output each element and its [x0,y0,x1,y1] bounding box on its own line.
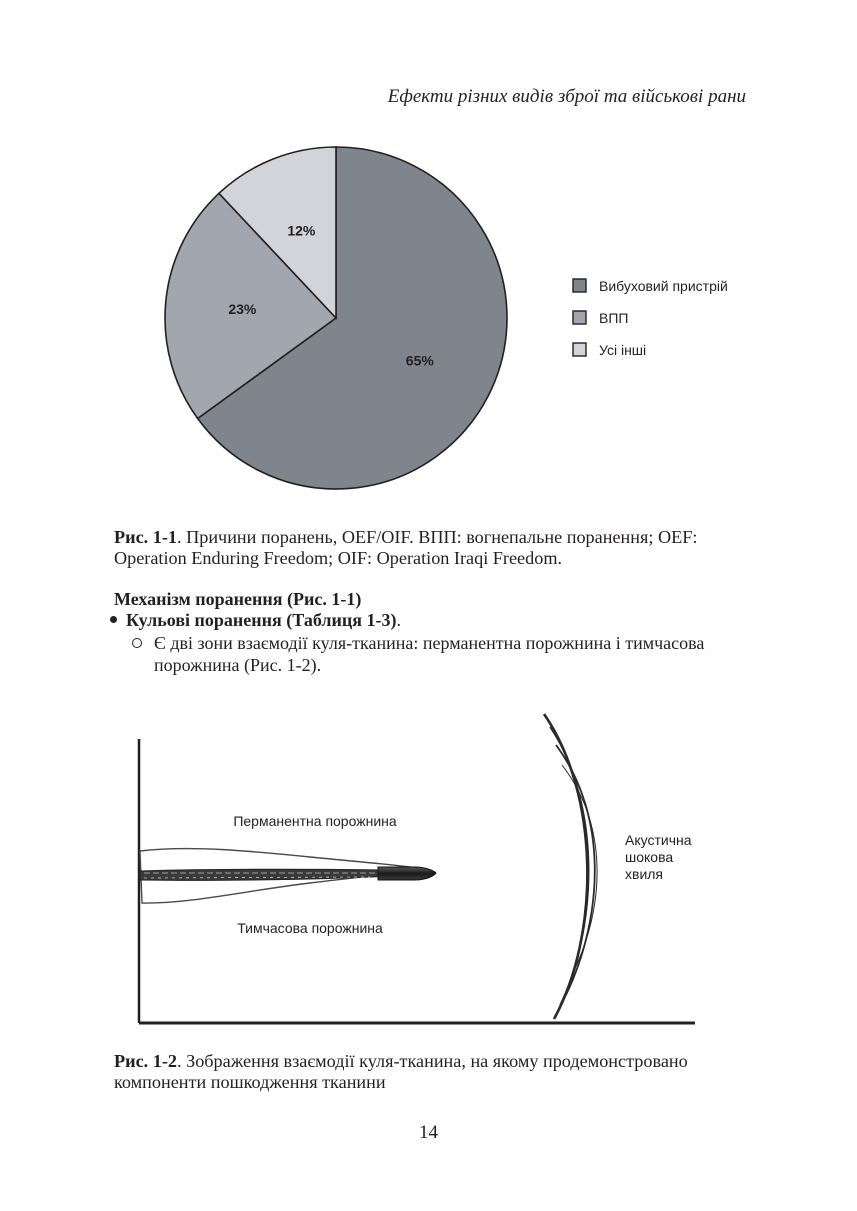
bullet-bold-text: Кульові поранення (Таблиця 1-3) [126,610,397,630]
subbullet-text: Є дві зони взаємодії куля-тканина: перманентна порожнина і тимчасова порожнина (Рис. 1-2). [154,633,705,675]
hollow-circle-icon [132,638,142,648]
permanent-cavity-track [140,869,392,880]
permanent-cavity-label: Перманентна порожнина [233,813,397,829]
shock-wave-label-line-2: шокова [625,849,674,865]
page-number: 14 [419,1122,438,1143]
legend-swatch [573,311,586,324]
pie-slices [165,147,507,489]
legend-swatch [573,279,586,292]
bullet-tail-text: . [396,610,401,630]
bullet-item [110,610,401,631]
subbullet-item [132,632,757,676]
figure-2-caption-label: Рис. 1-2 [114,1051,177,1071]
bullet-icon [110,616,117,623]
bullet-tissue-illustration [130,705,720,1040]
figure-1-caption-label: Рис. 1-1 [114,527,177,547]
pie-value-label: 65% [405,352,434,369]
legend-label: Вибуховий пристрій [599,278,728,294]
pie-value-label: 12% [287,222,316,239]
chart-legend [573,278,728,358]
section-heading: Механізм поранення (Рис. 1-1) [114,589,362,609]
figure-2-caption [114,1051,754,1093]
pie-value-label: 23% [228,301,257,318]
temporary-cavity-label: Тимчасова порожнина [237,920,383,936]
bullet-shape [378,867,436,880]
legend-label: Усі інші [599,342,647,358]
running-head: Ефекти різних видів зброї та військові рани [387,86,746,107]
figure-2-caption-text: . Зображення взаємодії куля-тканина, на якому продемонстровано компоненти пошкодження тканини [114,1051,688,1092]
shock-wave-label-line-3: хвиля [625,866,664,882]
shock-wave-label-line-1: Акустична [625,832,692,848]
pie-chart [150,140,770,500]
legend-swatch [573,343,586,356]
shock-wave-arcs [544,714,597,1019]
figure-1-caption [114,527,754,569]
figure-1-caption-text: . Причини поранень, OEF/OIF. ВПП: вогнепальне поранення; OEF: Operation Enduring Freedom; OIF: Operation Iraqi Freedom. [114,527,698,568]
legend-label: ВПП [599,310,629,326]
